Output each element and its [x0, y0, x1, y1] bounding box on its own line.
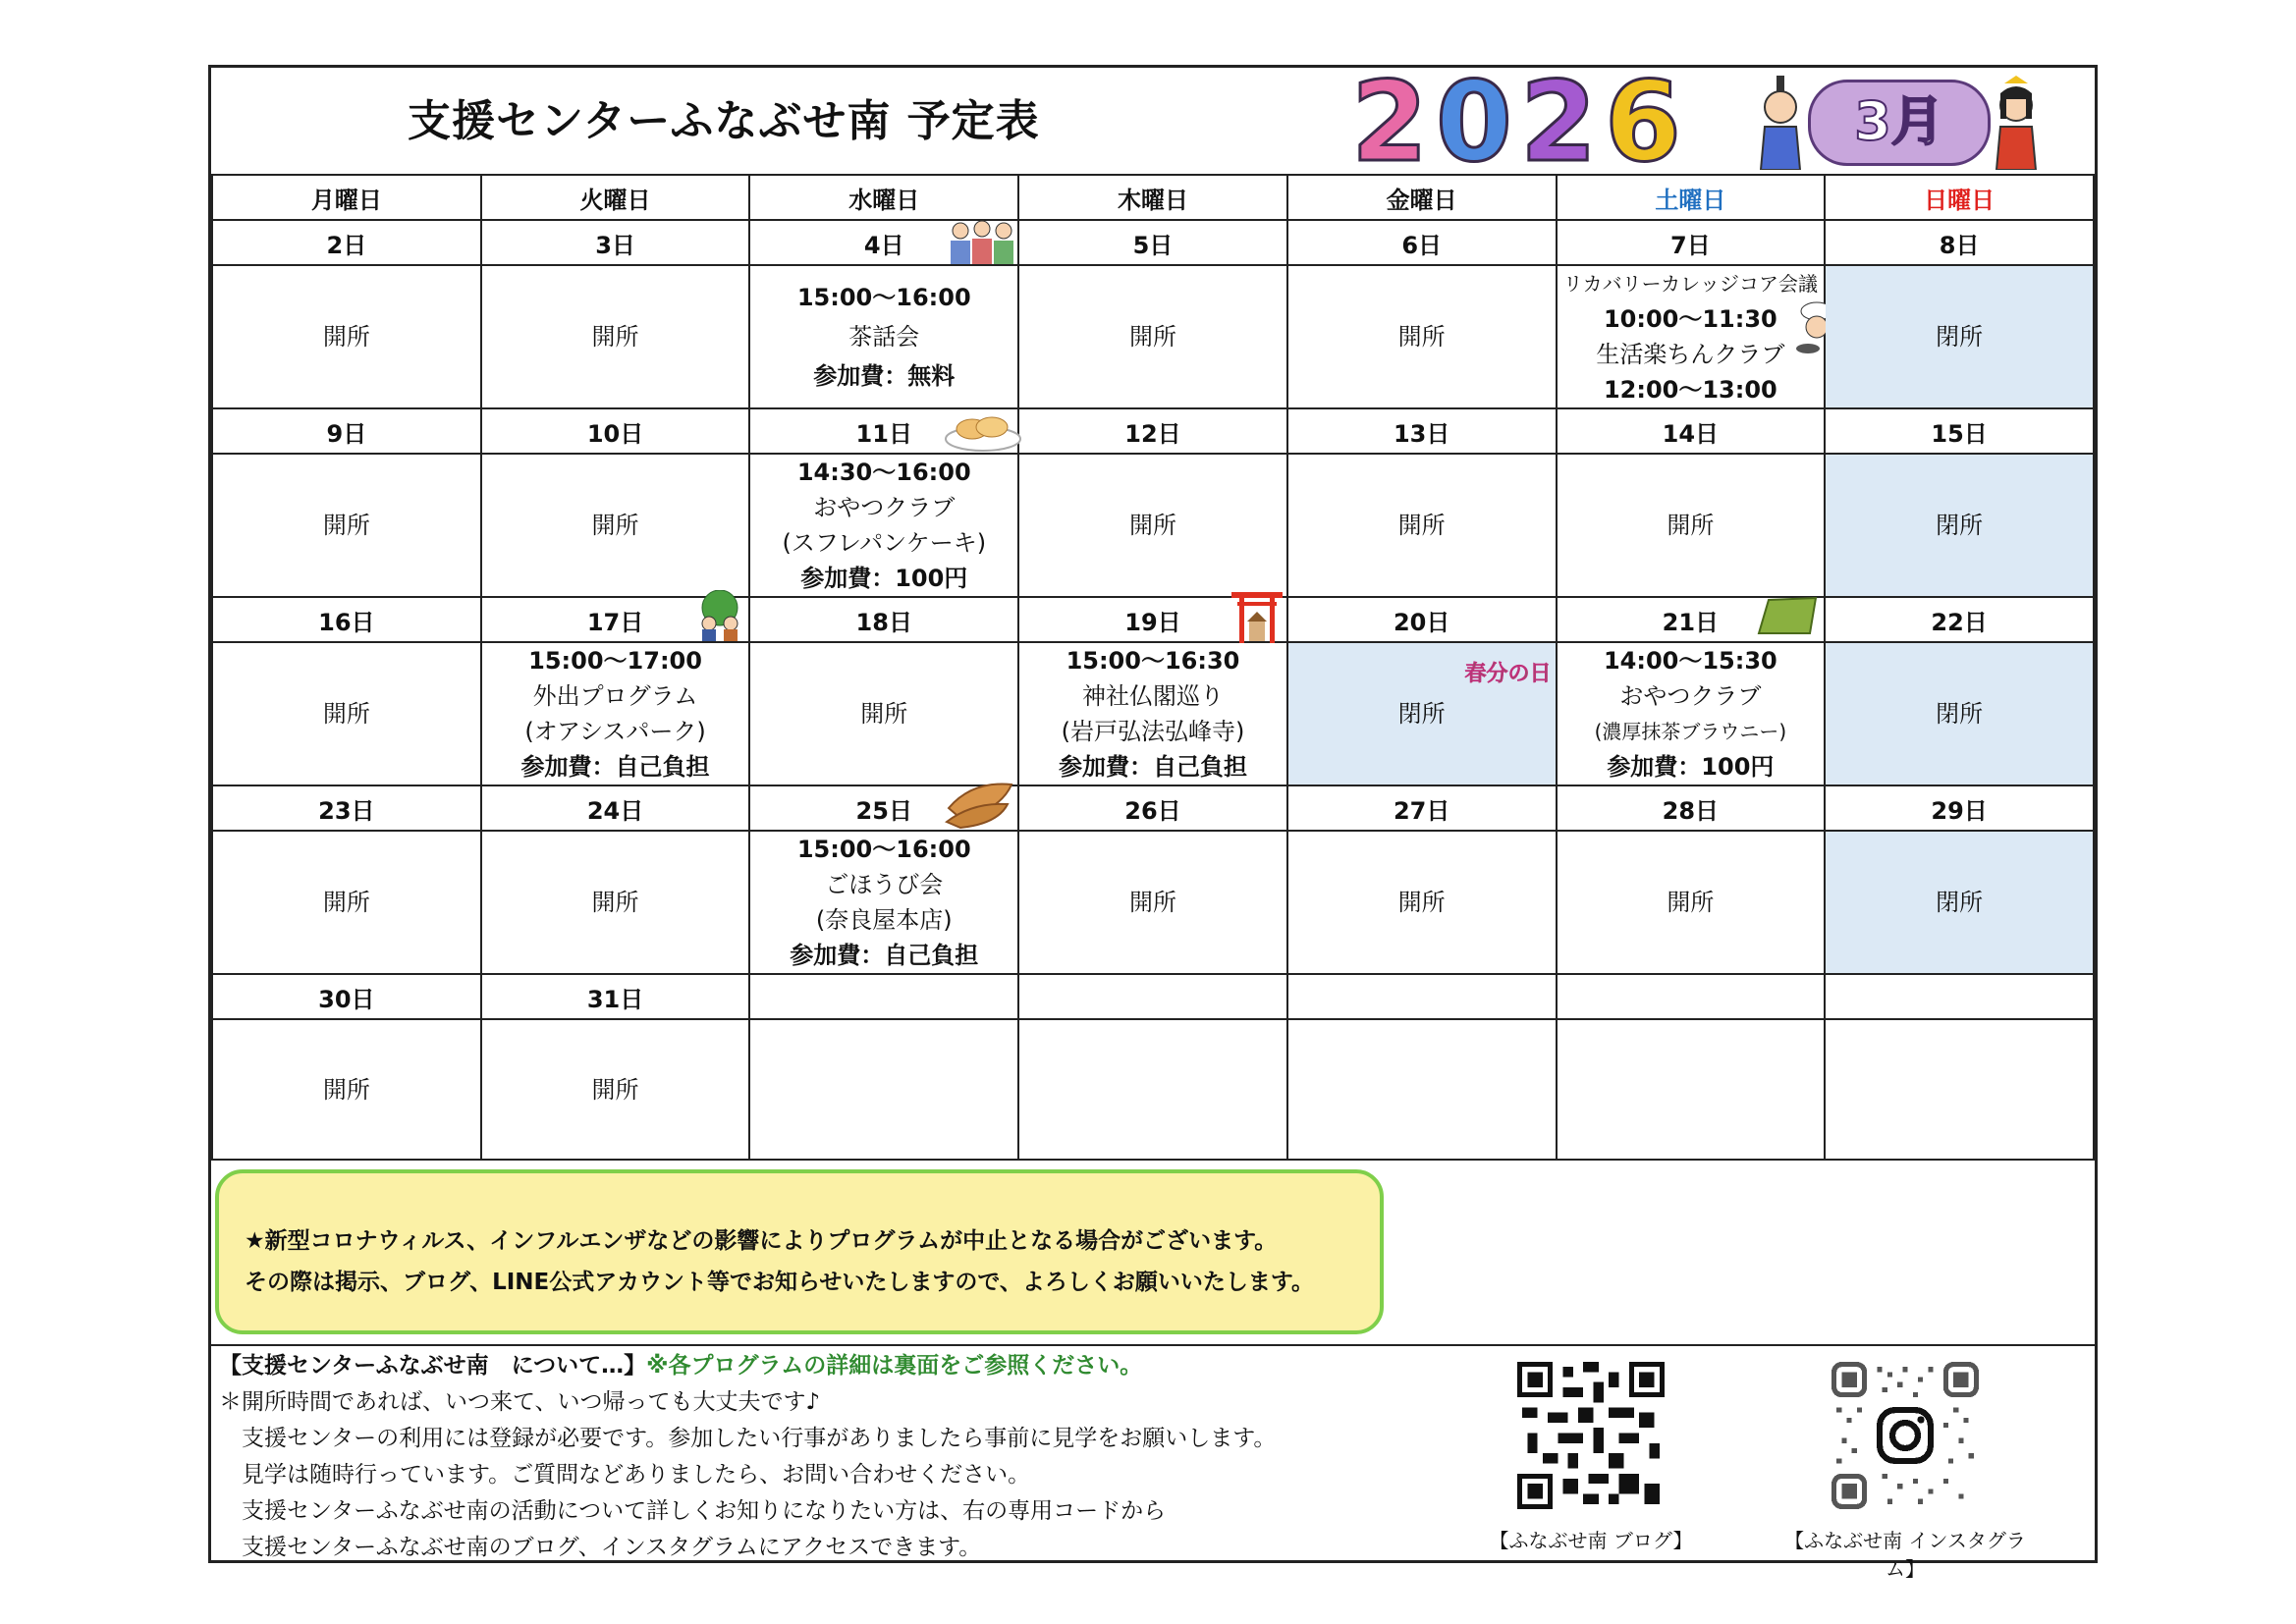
event-time: 15:00～16:00: [796, 284, 971, 311]
event-cell: [212, 265, 481, 408]
event-row: [212, 1019, 2094, 1160]
event-title: 外出プログラム: [532, 682, 698, 710]
date-cell: 5日: [1018, 220, 1287, 265]
year-digit-4: 6: [1605, 59, 1681, 187]
date-cell: [749, 220, 1018, 265]
page-title: 支援センターふなぶせ南 予定表: [408, 96, 1040, 146]
date-cell: [1018, 597, 1287, 642]
date-cell: 30日: [212, 974, 481, 1019]
date-row: [212, 597, 2094, 642]
event-cell: [212, 831, 481, 974]
event-subtitle: (オアシスパーク): [524, 718, 706, 745]
event-cell: [1557, 1019, 1826, 1160]
event-cell: [481, 831, 750, 974]
event-row: [212, 454, 2094, 597]
date-cell: 18日: [749, 597, 1018, 642]
event-cell: [1287, 454, 1557, 597]
date-cell: 27日: [1287, 785, 1557, 831]
weekday-sat: 土曜日: [1557, 175, 1826, 220]
event-title: 茶話会: [848, 323, 920, 351]
event-cell: [1287, 831, 1557, 974]
date-cell: 3日: [481, 220, 750, 265]
event-line: 開所: [1397, 889, 1446, 916]
date-cell: 22日: [1825, 597, 2094, 642]
event-line: 開所: [322, 323, 370, 351]
date-cell: 29日: [1825, 785, 2094, 831]
event-line: 開所: [1128, 889, 1176, 916]
info-section: [219, 1348, 1276, 1566]
event-fee: 参加費：自己負担: [790, 942, 979, 969]
event-fee: 参加費：無料: [813, 362, 956, 390]
date-cell: 9日: [212, 408, 481, 454]
sweets-icon: [943, 775, 1017, 830]
event-line: 開所: [1667, 889, 1715, 916]
date-label: 4日: [863, 231, 904, 259]
park-outing-icon: [693, 590, 746, 641]
event-line: 開所: [1128, 323, 1176, 351]
event-line: 開所: [322, 512, 370, 539]
date-row: [212, 220, 2094, 265]
info-line: 支援センターふなぶせ南のブログ、インスタグラムにアクセスできます。: [219, 1535, 982, 1560]
event-subtitle: (濃厚抹茶ブラウニー): [1594, 720, 1787, 743]
event-row: [212, 265, 2094, 408]
date-cell: 26日: [1018, 785, 1287, 831]
weekday-thu: 木曜日: [1018, 175, 1287, 220]
month-badge: 3月: [1808, 80, 1991, 166]
date-cell: 24日: [481, 785, 750, 831]
date-cell: [749, 785, 1018, 831]
event-title: おやつクラブ: [1619, 682, 1762, 710]
date-cell: 28日: [1557, 785, 1826, 831]
weekday-sun: 日曜日: [1825, 175, 2094, 220]
instagram-qr-code-icon[interactable]: [1831, 1362, 1979, 1509]
event-cell: [1287, 1019, 1557, 1160]
info-line: ＊開所時間であれば、いつ来て、いつ帰っても大丈夫です♪: [219, 1389, 821, 1415]
notice-box: [215, 1169, 1384, 1334]
event-line: 閉所: [1397, 700, 1446, 728]
event-subtitle: (スフレパンケーキ): [782, 529, 987, 557]
event-cell-closed: [1825, 454, 2094, 597]
event-cell: [1287, 265, 1557, 408]
event-cell: [481, 265, 750, 408]
event-line: 閉所: [1936, 889, 1984, 916]
event-row: [212, 831, 2094, 974]
event-cell-closed: [1825, 831, 2094, 974]
event-cell: [1557, 265, 1826, 408]
event-time: 14:00～15:30: [1603, 647, 1777, 675]
event-cell-closed: [1825, 642, 2094, 785]
event-line: 閉所: [1936, 323, 1984, 351]
event-cell: [749, 454, 1018, 597]
matcha-brownie-icon: [1755, 594, 1820, 637]
weekday-fri: 金曜日: [1287, 175, 1557, 220]
date-label: 17日: [586, 608, 644, 636]
event-line: 閉所: [1936, 512, 1984, 539]
event-cell: [1557, 454, 1826, 597]
event-cell: [1557, 831, 1826, 974]
event-line: 開所: [322, 889, 370, 916]
date-cell: 13日: [1287, 408, 1557, 454]
date-cell: 7日: [1557, 220, 1826, 265]
date-cell: 2日: [212, 220, 481, 265]
event-cell: [749, 642, 1018, 785]
shrine-icon: [1230, 588, 1285, 643]
event-line: 開所: [1397, 512, 1446, 539]
event-cell: [749, 831, 1018, 974]
year-digit-2: 0: [1436, 59, 1512, 187]
weekday-header-row: [212, 175, 2094, 220]
event-line: 開所: [591, 889, 639, 916]
notice-line: その際は掲示、ブログ、LINE公式アカウント等でお知らせいたしますので、よろしくお願いいたします。: [245, 1270, 1315, 1295]
info-heading: 【支援センターふなぶせ南 について…】: [219, 1353, 647, 1379]
date-cell: [749, 408, 1018, 454]
date-cell: 16日: [212, 597, 481, 642]
date-cell: 20日: [1287, 597, 1557, 642]
event-cell: [481, 454, 750, 597]
event-cell: [1825, 1019, 2094, 1160]
blog-qr-code-icon[interactable]: [1517, 1362, 1665, 1509]
date-cell: 8日: [1825, 220, 2094, 265]
weekday-tue: 火曜日: [481, 175, 750, 220]
event-line: 閉所: [1936, 700, 1984, 728]
event-line: 開所: [322, 700, 370, 728]
event-row: [212, 642, 2094, 785]
event-subtitle: (奈良屋本店): [815, 906, 953, 934]
date-cell: 31日: [481, 974, 750, 1019]
info-heading-note: ※各プログラムの詳細は裏面をご参照ください。: [646, 1353, 1143, 1379]
event-line: 開所: [322, 1075, 370, 1104]
date-cell: [481, 597, 750, 642]
date-cell: [1557, 597, 1826, 642]
date-row: [212, 785, 2094, 831]
event-cell: [481, 1019, 750, 1160]
event-line: 開所: [591, 512, 639, 539]
date-cell: 23日: [212, 785, 481, 831]
event-title: ごほうび会: [825, 871, 944, 898]
date-cell: [1287, 974, 1557, 1019]
date-row: [212, 408, 2094, 454]
event-cell: [1018, 1019, 1287, 1160]
date-row: [212, 974, 2094, 1019]
event-cell: [1557, 642, 1826, 785]
weekday-mon: 月曜日: [212, 175, 481, 220]
schedule-sheet: [208, 59, 2098, 1581]
pancake-icon: [943, 407, 1023, 453]
date-cell: 14日: [1557, 408, 1826, 454]
event-fee: 参加費：自己負担: [520, 753, 710, 781]
event-time: 15:00～16:00: [796, 836, 971, 863]
event-subtitle: (岩戸弘法弘峰寺): [1061, 718, 1245, 745]
event-line: 開所: [591, 1075, 639, 1104]
info-line: 見学は随時行っています。ご質問などありましたら、お問い合わせください。: [219, 1462, 1031, 1488]
header: [211, 59, 2095, 187]
event-cell: [1018, 454, 1287, 597]
event-title: 生活楽ちんクラブ: [1596, 341, 1785, 368]
event-line: 開所: [1397, 323, 1446, 351]
event-cell: [481, 642, 750, 785]
date-cell: [749, 974, 1018, 1019]
event-cell: [1018, 265, 1287, 408]
event-title: おやつクラブ: [813, 494, 956, 521]
odairi-doll-icon: [1755, 76, 1806, 170]
notice-line: ★新型コロナウィルス、インフルエンザなどの影響によりプログラムが中止となる場合がございます。: [245, 1228, 1278, 1254]
event-cell: [749, 265, 1018, 408]
date-label: 21日: [1662, 608, 1720, 636]
event-line: 開所: [1128, 512, 1176, 539]
blog-qr-label: 【ふなぶせ南 ブログ】: [1489, 1529, 1693, 1552]
footer-divider: [211, 1344, 2095, 1346]
people-group-icon: [949, 217, 1015, 264]
ohina-doll-icon: [1991, 76, 2042, 170]
info-line: 支援センターふなぶせ南の活動について詳しくお知りになりたい方は、右の専用コードから: [219, 1498, 1167, 1524]
date-cell: [1557, 974, 1826, 1019]
event-cell: [749, 1019, 1018, 1160]
year-digit-1: 2: [1351, 59, 1428, 187]
date-cell: 10日: [481, 408, 750, 454]
date-label: 25日: [855, 796, 912, 825]
date-cell: [1018, 974, 1287, 1019]
event-cell: [1018, 831, 1287, 974]
event-cell: [212, 642, 481, 785]
shunbun-badge: 春分の日: [1464, 662, 1552, 686]
event-fee: 参加費：自己負担: [1058, 753, 1247, 781]
weekday-wed: 水曜日: [749, 175, 1018, 220]
event-line: 開所: [860, 700, 908, 728]
event-cell: [1018, 642, 1287, 785]
event-title: 神社仏閣巡り: [1081, 682, 1224, 710]
info-line: 支援センターの利用には登録が必要です。参加したい行事がありましたら事前に見学をお願いします。: [219, 1426, 1277, 1451]
event-time: 12:00～13:00: [1603, 376, 1777, 404]
instagram-qr-label: 【ふなぶせ南 インスタグラム】: [1784, 1529, 2026, 1581]
date-cell: [1825, 974, 2094, 1019]
event-time: 14:30～16:00: [796, 459, 971, 486]
year-digit-3: 2: [1520, 59, 1597, 187]
event-line: 開所: [591, 323, 639, 351]
event-time: 15:00～17:00: [528, 647, 702, 675]
event-cell-closed: [1825, 265, 2094, 408]
calendar-grid: [211, 174, 2095, 1161]
date-cell: 15日: [1825, 408, 2094, 454]
event-line: 開所: [1667, 512, 1715, 539]
event-cell: [212, 1019, 481, 1160]
date-cell: 12日: [1018, 408, 1287, 454]
event-note: リカバリーカレッジコア会議: [1562, 272, 1818, 296]
date-cell: 6日: [1287, 220, 1557, 265]
date-label: 19日: [1124, 608, 1181, 636]
year-display: [1350, 59, 1684, 187]
event-cell: [212, 454, 481, 597]
date-label: 11日: [855, 419, 912, 448]
event-fee: 参加費：100円: [800, 565, 968, 592]
event-cell-closed: [1287, 642, 1557, 785]
event-time: 15:00～16:30: [1066, 647, 1240, 675]
event-fee: 参加費：100円: [1607, 753, 1775, 781]
event-time: 10:00～11:30: [1603, 305, 1777, 333]
